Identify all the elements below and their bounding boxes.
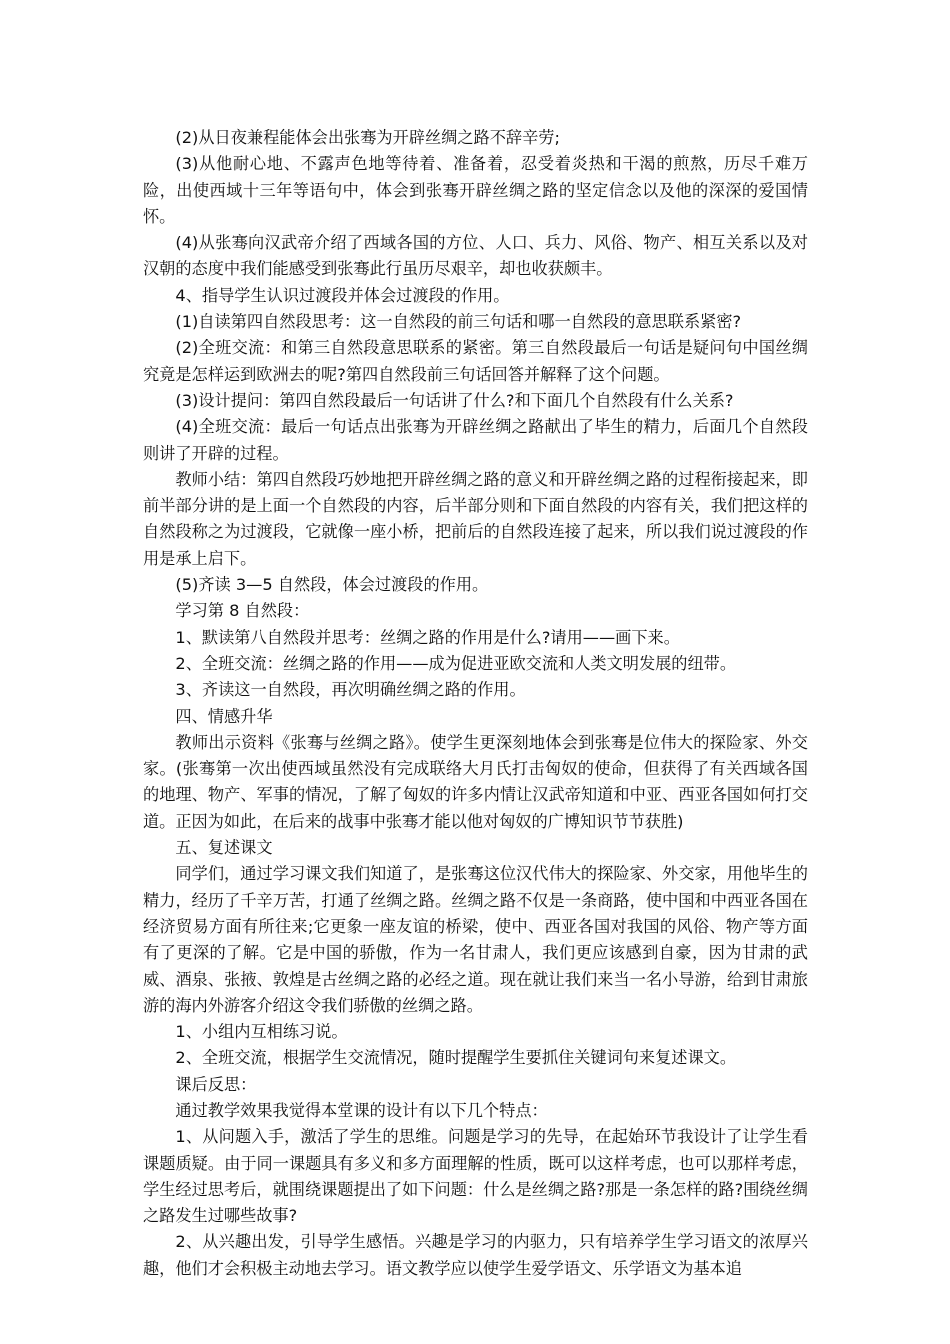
paragraph: (5)齐读 3—5 自然段，体会过渡段的作用。 bbox=[175, 575, 489, 595]
paragraph: 1、小组内互相练习说。 bbox=[175, 1022, 348, 1042]
document-body bbox=[143, 125, 808, 1282]
section-heading: 四、情感升华 bbox=[175, 706, 273, 726]
paragraph: 同学们，通过学习课文我们知道了，是张骞这位汉代伟大的探险家、外交家，用他毕生的精力，经历了千辛万苦，打通了丝绸之路。丝绸之路不仅是一条商路，使中国和中西亚各国在经济贸易方面有所往来;它更象一座友谊的桥梁，使中、西亚各国对我国的风俗、物产等方面有了更深的了解。它是中国的骄傲，作为一名甘肃人，我们更应该感到自豪，因为甘肃的武威、酒泉、张掖、敦煌是古丝绸之路的必经之道。现在就让我们来当一名小导游，给到甘肃旅游的海内外游客介绍这令我们骄傲的丝绸之路。 bbox=[143, 864, 808, 1015]
paragraph: 通过教学效果我觉得本堂课的设计有以下几个特点： bbox=[175, 1100, 548, 1120]
paragraph: (2)全班交流：和第三自然段意思联系的紧密。第三自然段最后一句话是疑问句中国丝绸究竟是怎样运到欧洲去的呢?第四自然段前三句话回答并解释了这个问题。 bbox=[143, 338, 808, 384]
section-label: 课后反思： bbox=[175, 1074, 257, 1094]
paragraph: 1、默读第八自然段并思考：丝绸之路的作用是什么?请用——画下来。 bbox=[175, 627, 680, 647]
paragraph: (4)从张骞向汉武帝介绍了西域各国的方位、人口、兵力、风俗、物产、相互关系以及对汉朝的态度中我们能感受到张骞此行虽历尽艰辛，却也收获颇丰。 bbox=[143, 233, 808, 279]
paragraph: 1、从问题入手，激活了学生的思维。问题是学习的先导，在起始环节我设计了让学生看课题质疑。由于同一课题具有多义和多方面理解的性质，既可以这样考虑，也可以那样考虑，学生经过思考后，就围绕课题提出了如下问题：什么是丝绸之路?那是一条怎样的路?围绕丝绸之路发生过哪些故事? bbox=[143, 1127, 808, 1226]
paragraph: (2)从日夜兼程能体会出张骞为开辟丝绸之路不辞辛劳; bbox=[175, 128, 560, 147]
paragraph: 教师小结：第四自然段巧妙地把开辟丝绸之路的意义和开辟丝绸之路的过程衔接起来，即前半部分讲的是上面一个自然段的内容，后半部分则和下面自然段的内容有关，我们把这样的自然段称之为过渡段，它就像一座小桥，把前后的自然段连接了起来，所以我们说过渡段的作用是承上启下。 bbox=[143, 469, 808, 568]
paragraph: (1)自读第四自然段思考：这一自然段的前三句话和哪一自然段的意思联系紧密? bbox=[175, 312, 742, 332]
paragraph: (4)全班交流：最后一句话点出张骞为开辟丝绸之路献出了毕生的精力，后面几个自然段则讲了开辟的过程。 bbox=[143, 417, 808, 463]
paragraph: 3、齐读这一自然段，再次明确丝绸之路的作用。 bbox=[175, 680, 526, 700]
paragraph: 2、从兴趣出发，引导学生感悟。兴趣是学习的内驱力，只有培养学生学习语文的浓厚兴趣，他们才会积极主动地去学习。语文教学应以使学生爱学语文、乐学语文为基本追 bbox=[143, 1232, 808, 1278]
section-label: 学习第 8 自然段： bbox=[175, 601, 310, 621]
paragraph: (3)设计提问：第四自然段最后一句话讲了什么?和下面几个自然段有什么关系? bbox=[175, 390, 734, 410]
paragraph: 2、全班交流，根据学生交流情况，随时提醒学生要抓住关键词句来复述课文。 bbox=[175, 1048, 737, 1068]
paragraph: (3)从他耐心地、不露声色地等待着、准备着，忍受着炎热和干渴的煎熬，历尽千难万险，出使西域十三年等语句中，体会到张骞开辟丝绸之路的坚定信念以及他的深深的爱国情怀。 bbox=[143, 154, 808, 226]
paragraph: 4、指导学生认识过渡段并体会过渡段的作用。 bbox=[175, 285, 510, 305]
section-heading: 五、复述课文 bbox=[175, 838, 273, 858]
paragraph: 2、全班交流：丝绸之路的作用——成为促进亚欧交流和人类文明发展的纽带。 bbox=[175, 653, 737, 673]
paragraph: 教师出示资料《张骞与丝绸之路》。使学生更深刻地体会到张骞是位伟大的探险家、外交家。(张骞第一次出使西域虽然没有完成联络大月氏打击匈奴的使命，但获得了有关西域各国的地理、物产、军事的情况，了解了匈奴的许多内情让汉武帝知道和中亚、西亚各国如何打交道。正因为如此，在后来的战事中张骞才能以他对匈奴的广博知识节节获胜) bbox=[143, 732, 808, 831]
